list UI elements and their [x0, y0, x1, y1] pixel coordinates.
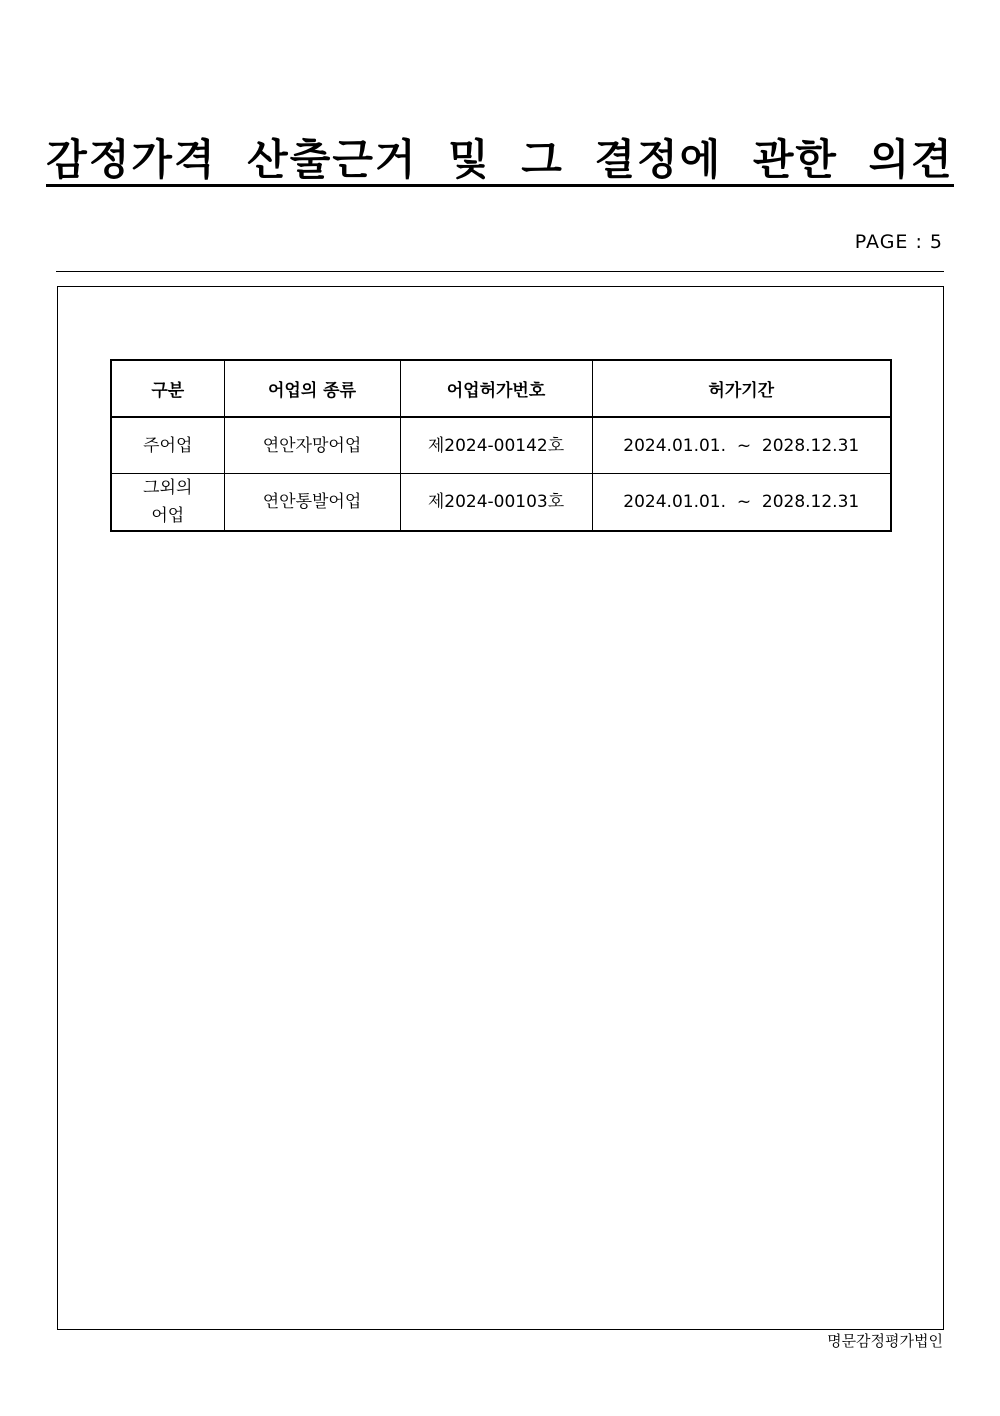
document-title-text: 감정가격 산출근거 및 그 결정에 관한 의견	[46, 135, 953, 187]
fishery-permit-table	[110, 359, 892, 532]
cell-category: 그외의 어업	[111, 474, 224, 532]
page-number: PAGE : 5	[854, 231, 943, 253]
cell-permit-period: 2024.01.01. ~ 2028.12.31	[592, 474, 891, 532]
firm-name-footer: 명문감정평가법인	[827, 1332, 943, 1350]
header-category: 구분	[111, 360, 224, 417]
header-permit-period: 허가기간	[592, 360, 891, 417]
table-row	[111, 417, 891, 474]
header-permit-number: 어업허가번호	[400, 360, 592, 417]
cell-fishery-type: 연안자망어업	[224, 417, 400, 474]
document-title	[0, 128, 1000, 192]
header-divider	[56, 271, 944, 272]
cell-fishery-type: 연안통발어업	[224, 474, 400, 532]
table-header-row	[111, 360, 891, 417]
cell-permit-period: 2024.01.01. ~ 2028.12.31	[592, 417, 891, 474]
cell-category: 주어업	[111, 417, 224, 474]
header-fishery-type: 어업의 종류	[224, 360, 400, 417]
cell-permit-number: 제2024-00142호	[400, 417, 592, 474]
cell-permit-number: 제2024-00103호	[400, 474, 592, 532]
table-row	[111, 474, 891, 532]
